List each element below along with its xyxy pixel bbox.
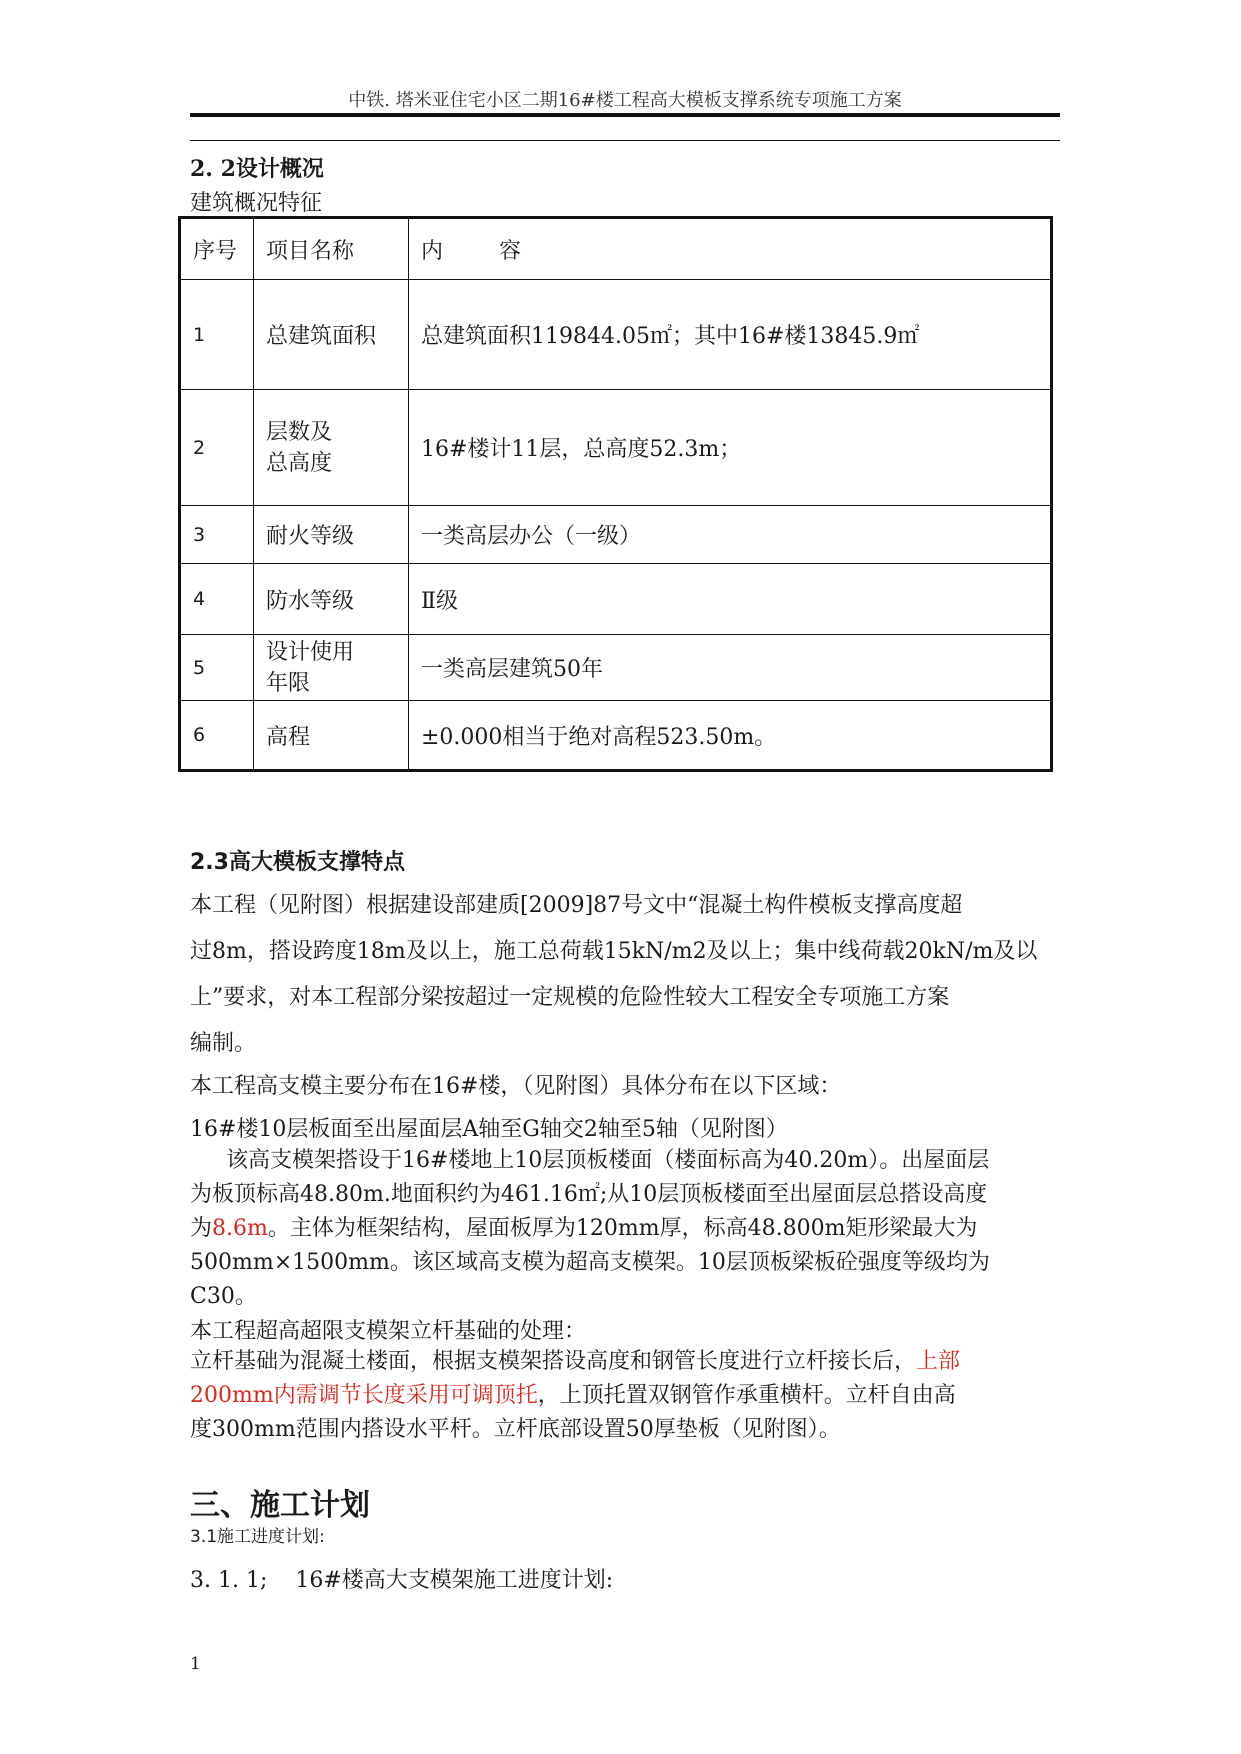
header-cell-no: 序号 (180, 218, 254, 280)
row-name: 耐火等级 (254, 506, 409, 564)
section-3-title: 三、施工计划 (190, 1488, 370, 1523)
header-cell-content: 内 容 (409, 218, 1052, 280)
highlight-height: 8.6m (212, 1216, 268, 1241)
paragraph-area: 16#楼10层板面至出屋面层A轴至G轴交2轴至5轴（见附图） (190, 1117, 788, 1142)
paragraph-line: 为板顶标高48.80m.地面积约为461.16㎡;从10层顶板楼面至出屋面层总搭设高度 (190, 1182, 988, 1207)
row-no: 5 (180, 635, 254, 701)
row-no: 3 (180, 506, 254, 564)
paragraph-line: 上”要求，对本工程部分梁按超过一定规模的危险性较大工程安全专项施工方案 (190, 985, 950, 1010)
row-name: 设计使用 年限 (254, 635, 409, 701)
text-span: ，上顶托置双钢管作承重横杆。立杆自由高 (537, 1383, 956, 1408)
header-rule-thin (190, 140, 1060, 141)
subsection-3-1-1: 3. 1. 1; 16#楼高大支模架施工进度计划: (190, 1568, 614, 1593)
text-span: 。主体为框架结构，屋面板厚为120mm厚，标高48.800m矩形梁最大为 (267, 1216, 978, 1241)
table-row (180, 701, 1052, 771)
paragraph-foundation-heading: 本工程超高超限支模架立杆基础的处理： (190, 1319, 587, 1344)
row-content: Ⅱ级 (409, 564, 1052, 635)
paragraph-line: 编制。 (190, 1031, 257, 1056)
row-content: 16#楼计11层，总高度52.3m； (409, 390, 1052, 506)
row-name: 层数及 总高度 (254, 390, 409, 506)
row-no: 4 (180, 564, 254, 635)
building-overview-table (178, 216, 1053, 772)
section-2-2-title: 2. 2设计概况 (190, 156, 324, 182)
table-row (180, 506, 1052, 564)
paragraph-scaffold-details (190, 1144, 1070, 1314)
row-content: 总建筑面积119844.05㎡；其中16#楼13845.9㎡ (409, 280, 1052, 390)
paragraph-line (190, 1379, 1070, 1413)
paragraph-line: 500mm×1500mm。该区域高支模为超高支模架。10层顶板梁板砼强度等级均为 (190, 1250, 990, 1275)
highlight-text: 上部 (916, 1349, 961, 1374)
row-content: 一类高层建筑50年 (409, 635, 1052, 701)
row-name: 总建筑面积 (254, 280, 409, 390)
row-name: 高程 (254, 701, 409, 771)
paragraph-line: 过8m，搭设跨度18m及以上，施工总荷载15kN/m2及以上；集中线荷载20kN/m及以 (190, 939, 1038, 964)
section-2-3-title: 2.3高大模板支撑特点 (190, 850, 405, 875)
table-header-row (180, 218, 1052, 280)
paragraph-line: 度300mm范围内搭设水平杆。立杆底部设置50厚垫板（见附图）。 (190, 1417, 841, 1442)
paragraph-regulation (190, 883, 1070, 1067)
table-row (180, 635, 1052, 701)
table-caption: 建筑概况特征 (190, 191, 323, 216)
paragraph-distribution: 本工程高支模主要分布在16#楼，（见附图）具体分布在以下区域： (190, 1074, 842, 1099)
page-number: 1 (190, 1654, 201, 1674)
table-row (180, 280, 1052, 390)
paragraph-line: 该高支模架搭设于16#楼地上10层顶板楼面（楼面标高为40.20m）。出屋面层 (226, 1148, 990, 1173)
paragraph-line (190, 1212, 1070, 1246)
row-content: 一类高层办公（一级） (409, 506, 1052, 564)
highlight-text: 200mm内需调节长度采用可调顶托 (190, 1383, 538, 1408)
text-span: 立杆基础为混凝土楼面，根据支模架搭设高度和钢管长度进行立杆接长后， (190, 1349, 917, 1374)
paragraph-line (190, 1345, 1070, 1379)
header-cell-name: 项目名称 (254, 218, 409, 280)
text-span: 为 (190, 1216, 213, 1241)
row-content: ±0.000相当于绝对高程523.50m。 (409, 701, 1052, 771)
paragraph-line: C30。 (190, 1284, 257, 1309)
row-name: 防水等级 (254, 564, 409, 635)
table-row (180, 390, 1052, 506)
table-row (180, 564, 1052, 635)
row-no: 6 (180, 701, 254, 771)
header-rule-thick (190, 113, 1060, 117)
row-no: 1 (180, 280, 254, 390)
subsection-3-1: 3.1施工进度计划: (190, 1527, 325, 1547)
paragraph-line: 本工程（见附图）根据建设部建质[2009]87号文中“混凝土构件模板支撑高度超 (190, 893, 963, 918)
page-header-title: 中铁. 塔米亚住宅小区二期16#楼工程高大模板支撑系统专项施工方案 (348, 90, 902, 111)
paragraph-foundation-details (190, 1345, 1070, 1447)
row-no: 2 (180, 390, 254, 506)
